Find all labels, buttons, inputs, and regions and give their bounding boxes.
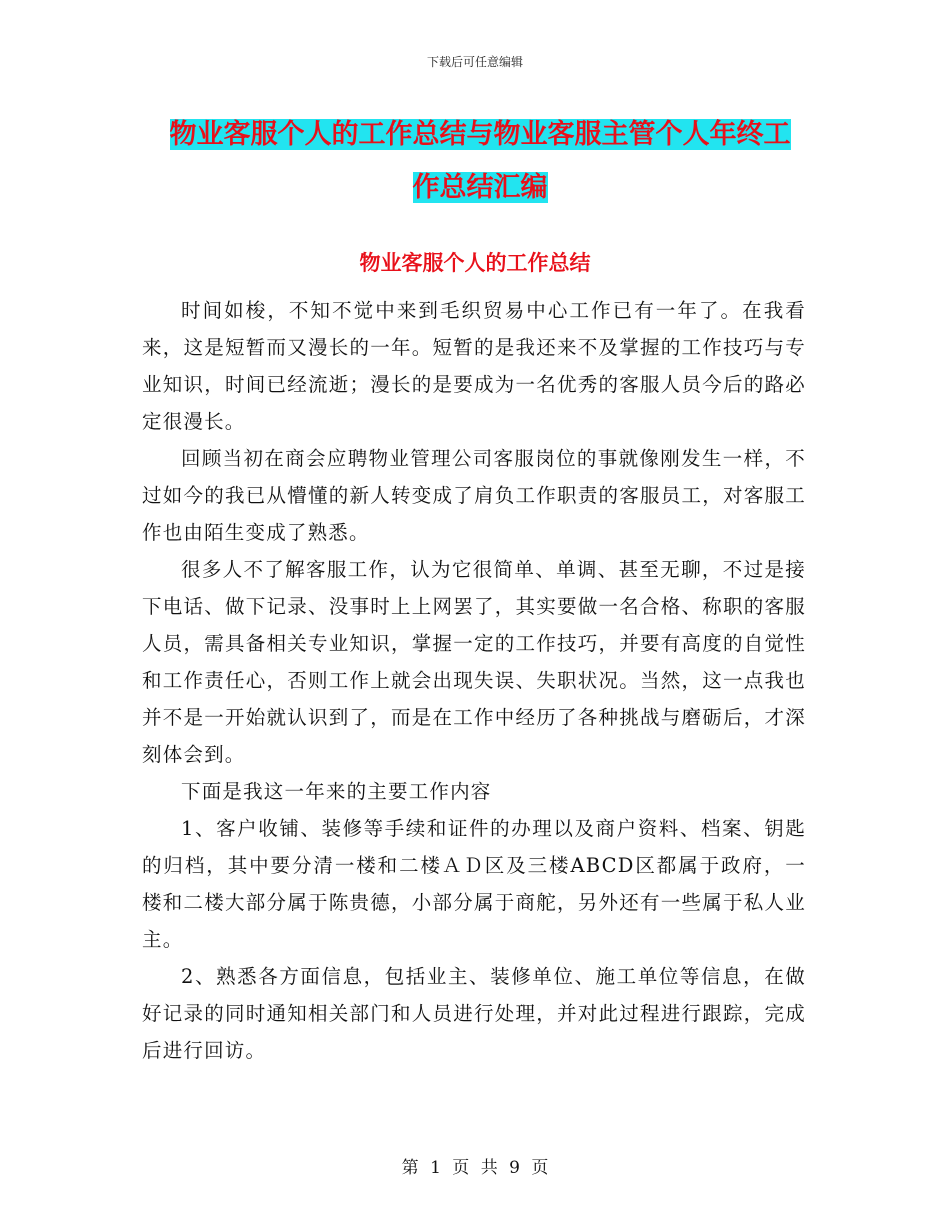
paragraph: 很多人不了解客服工作，认为它很简单、单调、甚至无聊，不过是接下电话、做下记录、没事时上上网罢了，其实要做一名合格、称职的客服人员，需具备相关专业知识，掌握一定的工作技巧，并要有高度的自觉性和工作责任心，否则工作上就会出现失误、失职状况。当然，这一点我也并不是一开始就认识到了，而是在工作中经历了各种挑战与磨砺后，才深刻体会到。 (142, 558, 806, 766)
paragraph: 1、客户收铺、装修等手续和证件的办理以及商户资料、档案、钥匙的归档，其中要分清一楼和二楼ＡＤ区及三楼ABCD区都属于政府，一楼和二楼大部分属于陈贵德，小部分属于商舵，另外还有一些属于私人业主。 (142, 817, 806, 951)
section-heading: 物业客服个人的工作总结 (359, 251, 591, 275)
paragraph: 时间如梭，不知不觉中来到毛织贸易中心工作已有一年了。在我看来，这是短暂而又漫长的一年。短暂的是我还来不及掌握的工作技巧与专业知识，时间已经流逝；漫长的是要成为一名优秀的客服人员今后的路必定很漫长。 (142, 299, 806, 433)
page-footer: 第 1 页 共 9 页 (401, 1158, 549, 1178)
paragraph: 2、熟悉各方面信息，包括业主、装修单位、施工单位等信息，在做好记录的同时通知相关部门和人员进行处理，并对此过程进行跟踪，完成后进行回访。 (142, 965, 806, 1062)
paragraph: 下面是我这一年来的主要工作内容 (181, 780, 492, 803)
title-line-1: 物业客服个人的工作总结与物业客服主管个人年终工 (169, 119, 791, 150)
document-title (140, 108, 820, 214)
paragraph: 回顾当初在商会应聘物业管理公司客服岗位的事就像刚发生一样，不过如今的我已从懵懂的新人转变成了肩负工作职责的客服员工，对客服工作也由陌生变成了熟悉。 (142, 447, 806, 544)
title-line-2: 作总结汇编 (412, 172, 548, 203)
document-body (142, 292, 806, 1069)
header-note: 下载后可任意编辑 (426, 55, 523, 69)
